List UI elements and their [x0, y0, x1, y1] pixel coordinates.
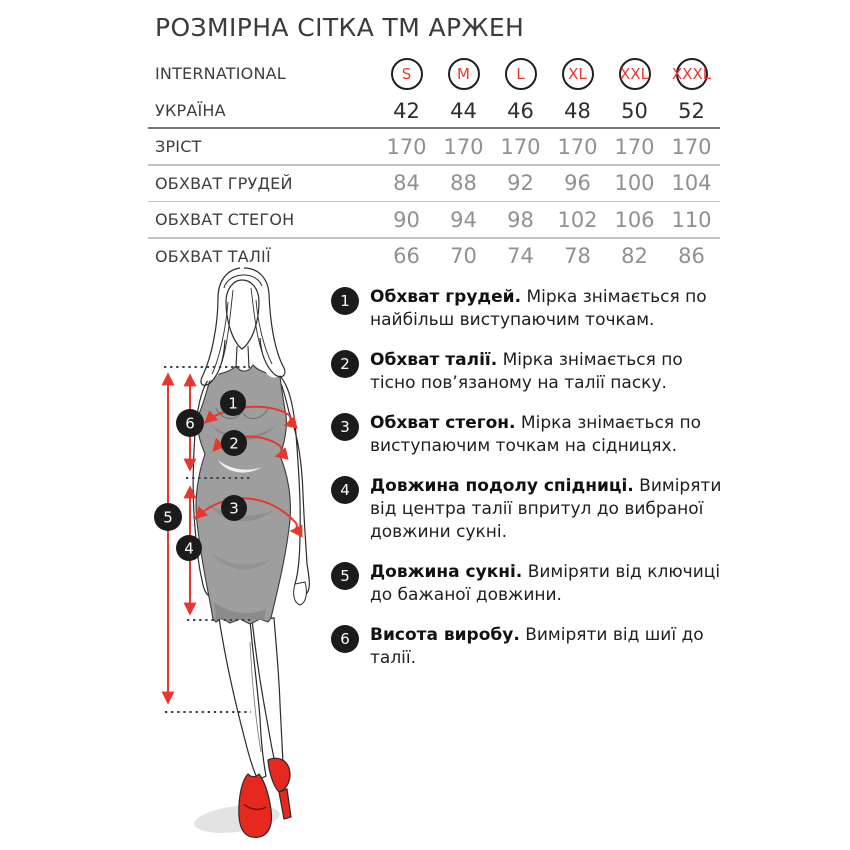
legend-number-badge: 3: [331, 413, 359, 441]
measurement-value: 74: [507, 244, 534, 268]
row-label-international: INTERNATIONAL: [155, 64, 286, 83]
measurement-value: 170: [443, 134, 484, 159]
hand-right: [294, 582, 307, 605]
measurement-value: 98: [507, 207, 534, 232]
size-circle-s: S: [391, 58, 423, 90]
size-circle-m: M: [448, 58, 480, 90]
marker-number-2: 2: [229, 434, 239, 453]
measurement-legend: [331, 286, 731, 687]
measurement-value: 170: [614, 134, 655, 159]
legend-text: Висота виробу. Виміряти від шиї до талії.: [370, 625, 704, 668]
measurement-value: 170: [386, 134, 427, 159]
legend-number-badge: 6: [331, 625, 359, 653]
measurement-value: 86: [678, 244, 705, 268]
legend-number-badge: 5: [331, 562, 359, 590]
legend-item-waist: [331, 349, 731, 395]
legend-number-badge: 4: [331, 476, 359, 504]
legend-item-bust: [331, 286, 731, 332]
row-label: ОБХВАТ ГРУДЕЙ: [155, 173, 293, 193]
legend-text: Обхват талії. Мірка знімається по тісно пов’язаному на талії паску.: [370, 350, 683, 393]
marker-number-1: 1: [228, 394, 238, 413]
measurement-value: 88: [450, 171, 477, 195]
measurement-value: 170: [671, 134, 712, 159]
legend-number-badge: 2: [331, 350, 359, 378]
row-label: ОБХВАТ ТАЛІЇ: [155, 246, 271, 266]
table-row-international: [148, 53, 720, 94]
ua-size-value: 48: [564, 98, 591, 123]
measurement-value: 170: [557, 134, 598, 159]
measurement-value: 106: [614, 207, 655, 232]
marker-number-6: 6: [185, 414, 195, 433]
figure-illustration: [140, 262, 332, 850]
table-row-ukraine: [148, 94, 720, 127]
ua-size-value: 42: [393, 98, 420, 123]
legs: [219, 618, 283, 780]
size-circle-xxxl: XXXL: [676, 58, 708, 90]
row-label-ukraine: УКРАЇНА: [155, 101, 226, 120]
row-label: ЗРІСТ: [155, 137, 202, 156]
legend-text: Обхват стегон. Мірка знімається по виступаючим точкам на сідницях.: [370, 413, 702, 456]
measurement-value: 102: [557, 207, 598, 232]
size-circle-l: L: [505, 58, 537, 90]
row-label: ОБХВАТ СТЕГОН: [155, 210, 295, 229]
measurement-value: 170: [500, 134, 541, 159]
ua-size-value: 46: [507, 98, 534, 123]
size-circle-xl: XL: [562, 58, 594, 90]
size-circle-xxl: XXL: [619, 58, 651, 90]
measurement-value: 78: [564, 244, 591, 268]
measurement-value: 94: [450, 207, 477, 232]
woman-measurement-diagram: [140, 262, 332, 850]
table-row-height: [148, 129, 720, 164]
table-row-bust: [148, 166, 720, 201]
ua-size-value: 44: [450, 98, 477, 123]
measurement-value: 66: [393, 244, 420, 268]
measurement-value: 82: [621, 244, 648, 268]
legend-text: Довжина подолу спідниці. Виміряти від центра талії впритул до вибраної довжини сукні.: [370, 476, 722, 542]
marker-number-5: 5: [163, 508, 173, 527]
legend-text: Обхват грудей. Мірка знімається по найбільш виступаючим точкам.: [370, 287, 707, 330]
legend-item-bodice-height: [331, 624, 731, 670]
ua-size-value: 50: [621, 98, 648, 123]
table-row-hips: [148, 202, 720, 237]
size-table: [148, 53, 720, 274]
measurement-value: 92: [507, 171, 534, 195]
measurement-value: 110: [671, 207, 712, 232]
measurement-value: 100: [614, 171, 655, 195]
measurement-value: 84: [393, 171, 420, 195]
marker-number-3: 3: [229, 499, 239, 518]
measurement-value: 70: [450, 244, 477, 268]
legend-number-badge: 1: [331, 287, 359, 315]
legend-item-hips: [331, 412, 731, 458]
measurement-value: 96: [564, 171, 591, 195]
legend-item-skirt-length: [331, 475, 731, 544]
measurement-value: 104: [671, 171, 712, 195]
legend-item-dress-length: [331, 561, 731, 607]
measurement-value: 90: [393, 207, 420, 232]
legend-text: Довжина сукні. Виміряти від ключиці до бажаної довжини.: [370, 562, 721, 605]
ua-size-value: 52: [678, 98, 705, 123]
page-title: РОЗМІРНА СІТКА ТМ АРЖЕН: [155, 13, 525, 42]
marker-number-4: 4: [184, 539, 194, 558]
